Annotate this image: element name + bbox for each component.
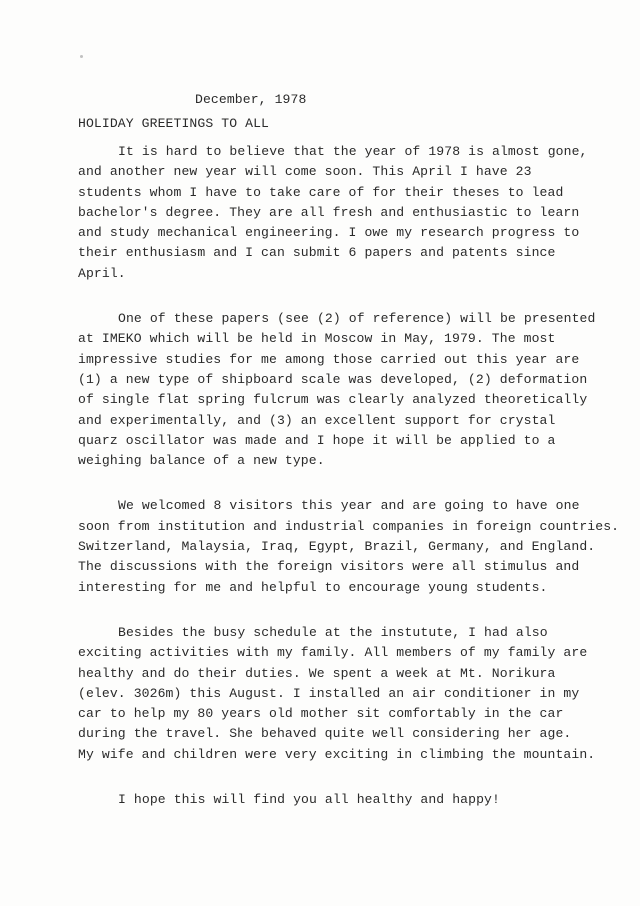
paragraph-line: I hope this will find you all healthy and happy! <box>118 792 500 808</box>
paragraph-line: Switzerland, Malaysia, Iraq, Egypt, Brazil, Germany, and England. <box>78 539 596 555</box>
paragraph-line: One of these papers (see (2) of reference) will be presented <box>118 311 596 327</box>
paragraph-line: Besides the busy schedule at the instutute, I had also <box>118 624 548 640</box>
paragraph-line: The discussions with the foreign visitors were all stimulus and <box>78 559 580 575</box>
paragraph-line: and study mechanical engineering. I owe my research progress to <box>78 225 580 241</box>
paragraph-line: students whom I have to take care of for their theses to lead <box>78 184 564 200</box>
paragraph-line: interesting for me and helpful to encourage young students. <box>78 579 548 595</box>
paragraph-line: and experimentally, and (3) an excellent support for crystal <box>78 412 556 428</box>
paragraph-line: soon from institution and industrial companies in foreign countries. <box>78 518 620 534</box>
paragraph-line: weighing balance of a new type. <box>78 453 325 469</box>
paragraph-4 <box>78 623 628 765</box>
paragraph-5 <box>78 790 628 810</box>
paragraph-line: My wife and children were very exciting in climbing the mountain. <box>78 746 596 762</box>
paragraph-line: quarz oscillator was made and I hope it will be applied to a <box>78 432 556 448</box>
paragraph-line: during the travel. She behaved quite well considering her age. <box>78 726 572 742</box>
paragraph-line: and another new year will come soon. This April I have 23 <box>78 164 532 180</box>
paragraph-line: healthy and do their duties. We spent a week at Mt. Norikura <box>78 665 556 681</box>
paragraph-line: We welcomed 8 visitors this year and are going to have one <box>118 498 580 514</box>
letter-body <box>78 88 628 835</box>
paragraph-line: car to help my 80 years old mother sit comfortably in the car <box>78 706 564 722</box>
letter-date: December, 1978 <box>195 92 307 107</box>
paragraph-line: of single flat spring fulcrum was clearly analyzed theoretically <box>78 392 588 408</box>
paragraph-line: bachelor's degree. They are all fresh and enthusiastic to learn <box>78 204 580 220</box>
paragraph-line: April. <box>78 265 126 281</box>
paper-speck <box>80 55 83 58</box>
paragraph-line: exciting activities with my family. All members of my family are <box>78 645 588 661</box>
paragraph-line: impressive studies for me among those carried out this year are <box>78 351 580 367</box>
paragraph-line: It is hard to believe that the year of 1978 is almost gone, <box>118 144 588 159</box>
paragraph-line: their enthusiasm and I can submit 6 papers and patents since <box>78 245 556 261</box>
paragraph-line: (1) a new type of shipboard scale was developed, (2) deformation <box>78 371 588 387</box>
paragraph-2 <box>78 309 628 471</box>
paragraph-1 <box>78 142 628 284</box>
paragraph-line: (elev. 3026m) this August. I installed an air conditioner in my <box>78 685 580 701</box>
paragraph-3 <box>78 496 628 597</box>
letter-heading: HOLIDAY GREETINGS TO ALL <box>78 116 269 131</box>
paragraph-line: at IMEKO which will be held in Moscow in May, 1979. The most <box>78 331 556 347</box>
